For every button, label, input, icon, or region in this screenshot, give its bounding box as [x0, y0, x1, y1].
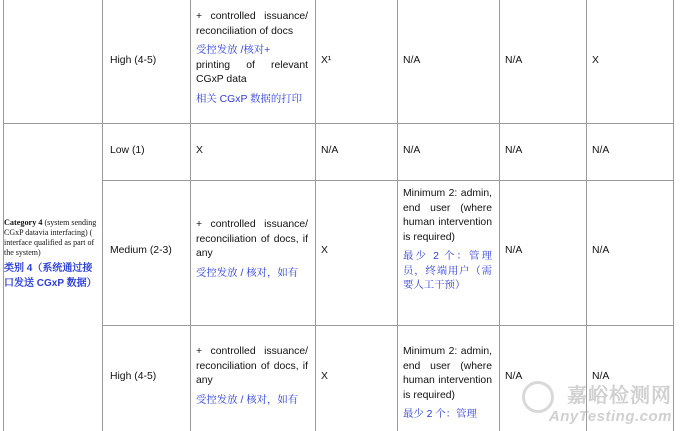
- row-divider: [102, 180, 674, 181]
- cell-x: X: [321, 371, 328, 382]
- column-divider: [397, 0, 398, 431]
- cell-na: N/A: [505, 145, 523, 156]
- control-zh: 受控发放 / 核对，如有: [196, 394, 299, 406]
- cell-na: N/A: [403, 55, 421, 66]
- control-en: + controlled issuance/ reconciliation of docs, if any: [196, 346, 308, 386]
- control-en-2: printing of relevant CGxP data: [196, 59, 308, 85]
- row-divider: [102, 325, 674, 326]
- cell-na: N/A: [505, 245, 523, 256]
- control-zh-2: 相关 CGxP 数据的打印: [196, 93, 303, 105]
- row-divider: [3, 123, 674, 124]
- table-border-left: [3, 0, 4, 431]
- users-zh: 最少 2 个：管理: [403, 409, 477, 420]
- cell-na: N/A: [592, 371, 610, 382]
- users-cell-high: [403, 345, 492, 423]
- column-divider: [190, 0, 191, 431]
- users-en: Minimum 2: admin, end user (where human intervention is required): [403, 346, 492, 401]
- category-en: Category 4 (system sending CGxP datavia interfacing) ( interface qualified as part of the system): [4, 218, 97, 257]
- cell-x: X: [321, 245, 328, 256]
- control-en: + controlled issuance/ reconciliation of docs: [196, 11, 308, 37]
- column-divider: [499, 0, 500, 431]
- cell-na: N/A: [321, 145, 339, 156]
- cell-na: N/A: [592, 145, 610, 156]
- cell-x-superscript: X¹: [321, 55, 332, 66]
- cell-na: N/A: [505, 371, 523, 382]
- risk-level-high: High (4-5): [110, 371, 157, 382]
- watermark-en: AnyTesting.com: [548, 408, 672, 425]
- cell-na: N/A: [505, 55, 523, 66]
- cell-na: N/A: [403, 145, 421, 156]
- control-zh: 受控发放 /核对+: [196, 45, 271, 56]
- cell-x: X: [592, 55, 599, 66]
- control-en: + controlled issuance/ reconciliation of docs, if any: [196, 219, 308, 259]
- users-zh: 最少 2 个：管理员，终端用户（需要人工干预）: [403, 251, 492, 291]
- users-en: Minimum 2: admin, end user (where human intervention is required): [403, 188, 492, 243]
- category-zh: 类别 4（系统通过接口发送 CGxP 数据）: [4, 263, 97, 289]
- control-cell-high-2: [196, 345, 308, 408]
- cell-na: N/A: [592, 245, 610, 256]
- risk-level-medium: Medium (2-3): [110, 245, 172, 256]
- column-divider: [102, 0, 103, 431]
- table-border-right: [673, 0, 674, 431]
- column-divider: [315, 0, 316, 431]
- column-divider: [586, 0, 587, 431]
- cell-x: X: [196, 145, 203, 156]
- control-cell-medium: [196, 218, 308, 281]
- risk-level-low: Low (1): [110, 145, 145, 156]
- control-zh: 受控发放 / 核对，如有: [196, 267, 299, 279]
- category-4-label: [4, 218, 100, 291]
- users-cell-medium: [403, 187, 492, 294]
- watermark-cn: 嘉峪检测网: [567, 383, 672, 407]
- control-cell-high-1: [196, 10, 308, 107]
- risk-level-high: High (4-5): [110, 55, 157, 66]
- watermark: [549, 379, 672, 425]
